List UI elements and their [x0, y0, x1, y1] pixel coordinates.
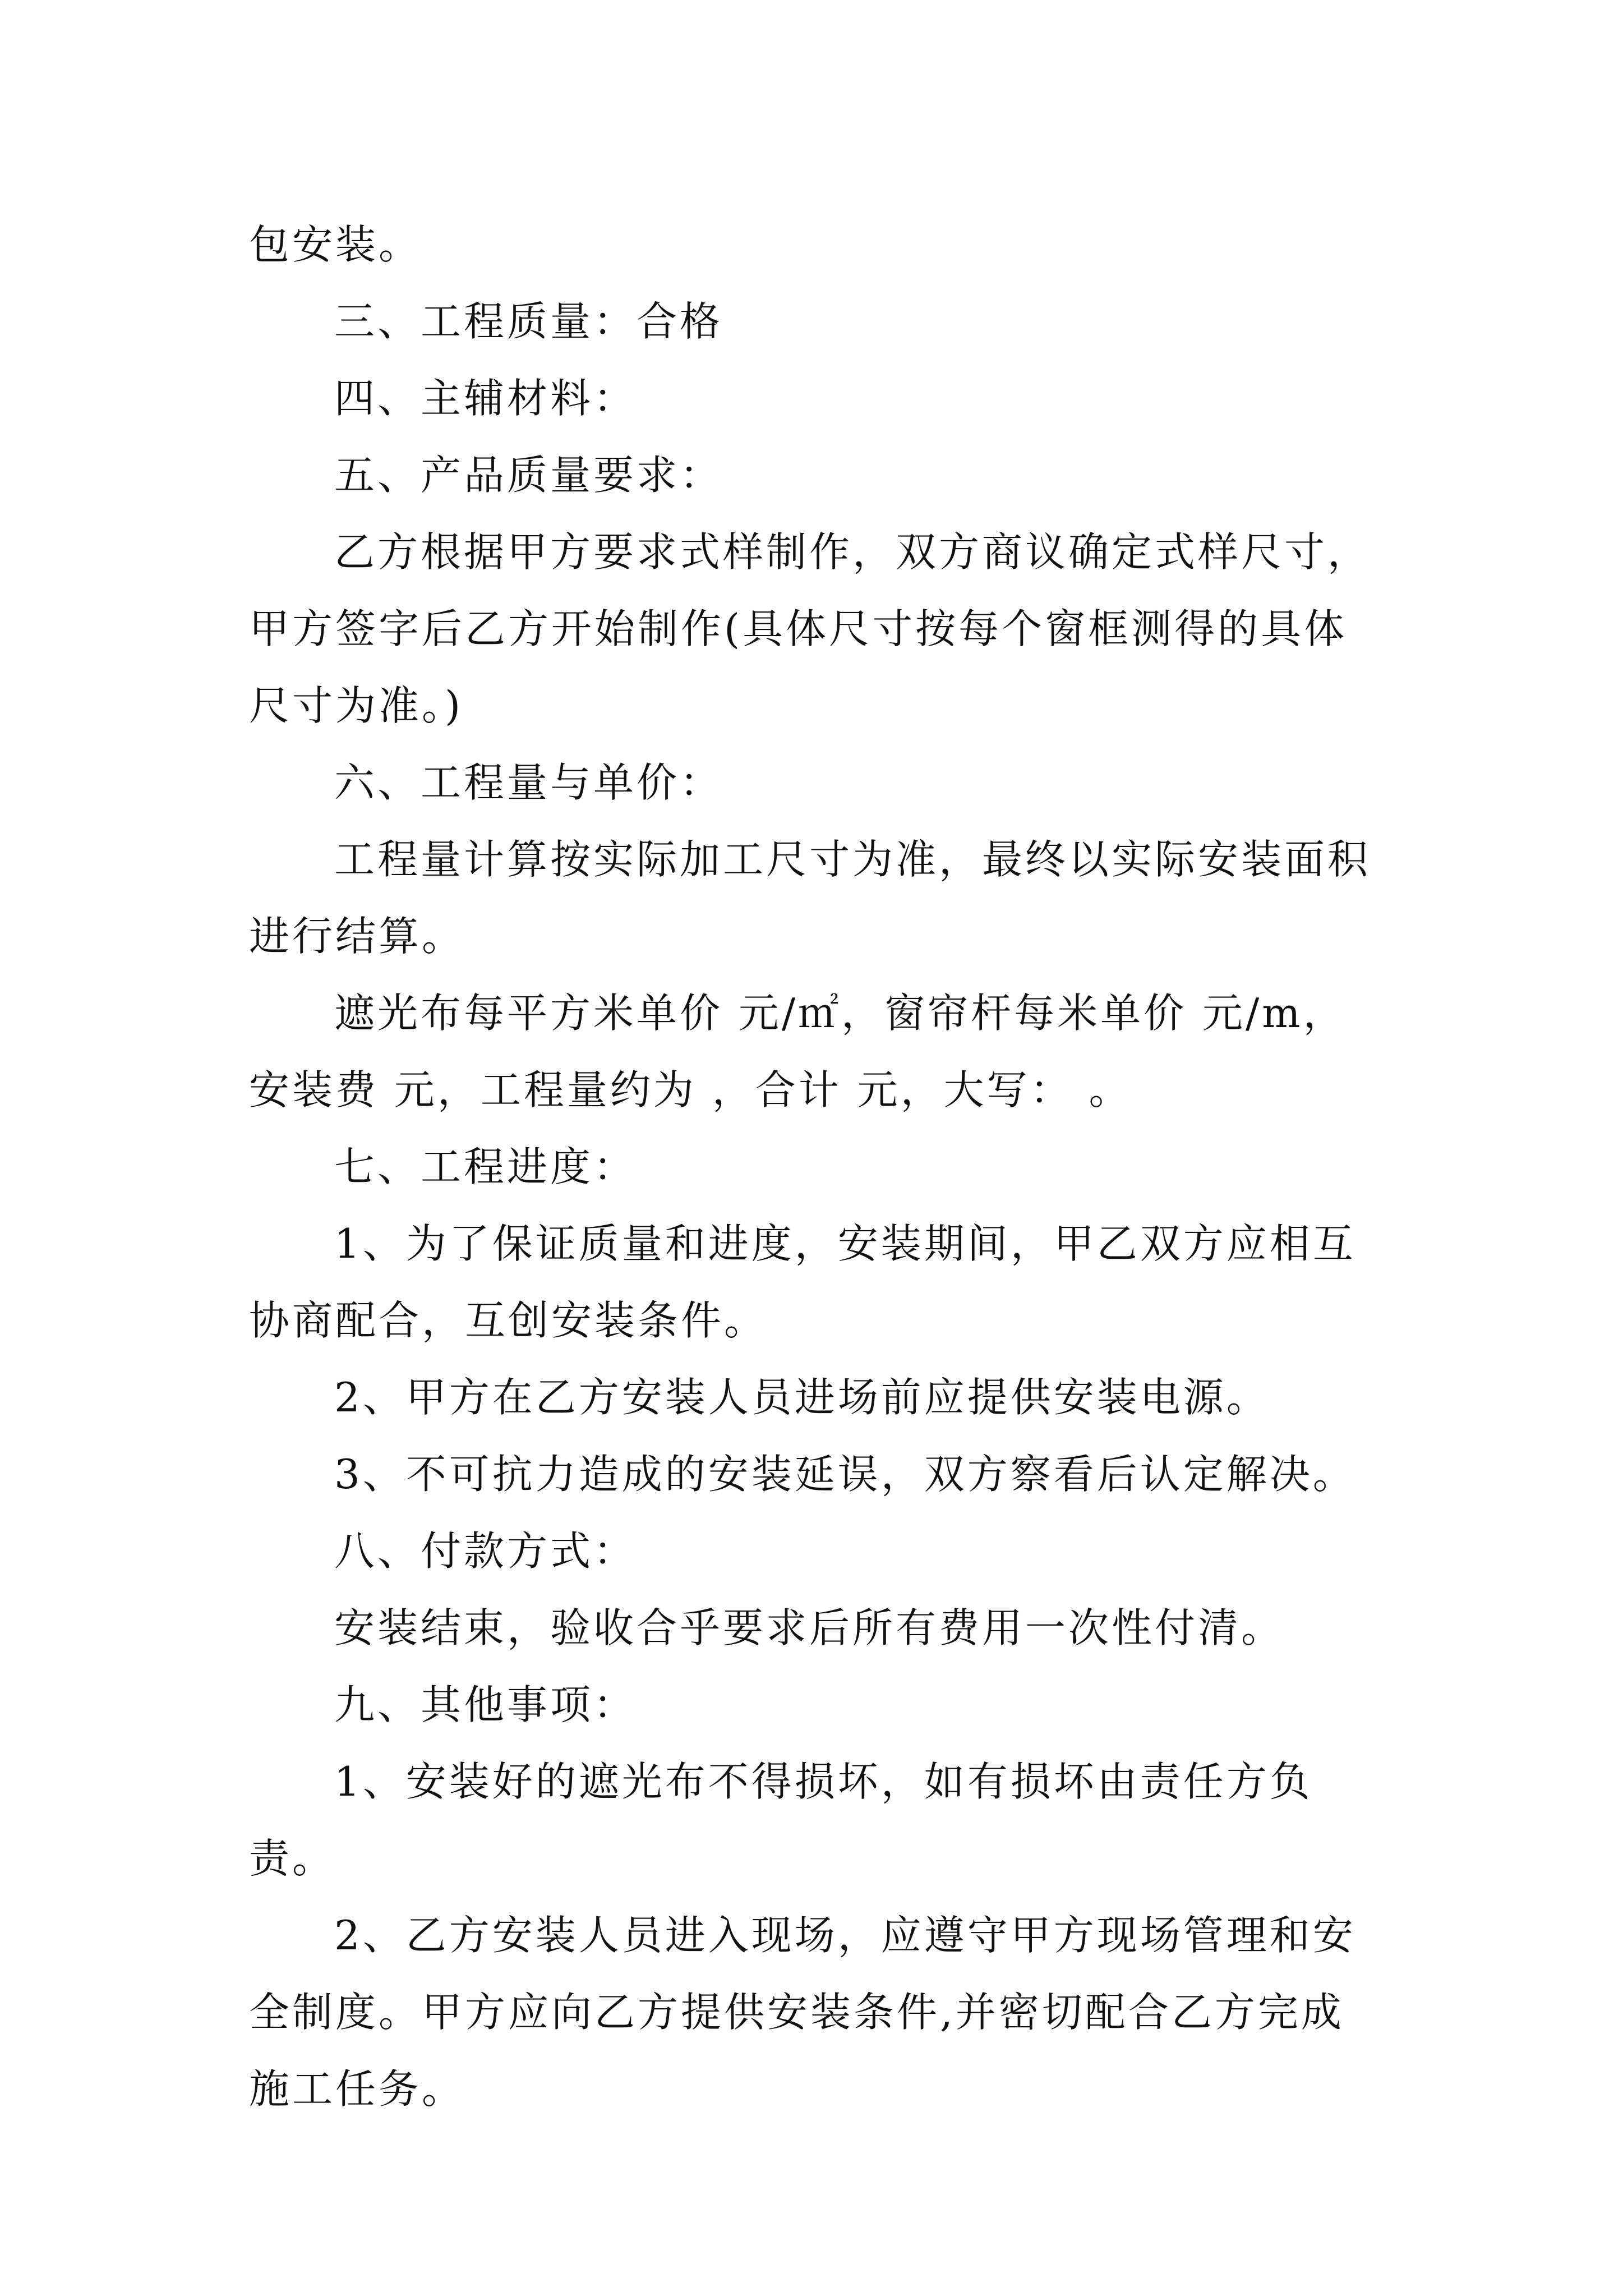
section-4-heading: 四、主辅材料： [334, 375, 637, 422]
section-7-item-2: 2、甲方在乙方安装人员进场前应提供安装电源。 [334, 1374, 1270, 1421]
section-6-paragraph-2: 遮光布每平方米单价 元/㎡，窗帘杆每米单价 元/m，安装费 元，工程量约为 ，合计 元，大写： 。 [249, 990, 1347, 1114]
document-body [249, 206, 1382, 2128]
section-6-heading: 六、工程量与单价： [334, 759, 723, 806]
section-5-heading: 五、产品质量要求： [334, 452, 723, 499]
section-3-heading: 三、工程质量：合格 [334, 298, 723, 345]
section-9-item-2: 2、乙方安装人员进入现场，应遵守甲方现场管理和安全制度。甲方应向乙方提供安装条件,并密切配合乙方完成施工任务。 [249, 1912, 1356, 2113]
paragraph-continuation: 包安装。 [249, 221, 422, 268]
section-7-item-3: 3、不可抗力造成的安装延误，双方察看后认定解决。 [334, 1451, 1356, 1498]
section-6-paragraph-1: 工程量计算按实际加工尺寸为准，最终以实际安装面积进行结算。 [249, 836, 1371, 960]
section-8-heading: 八、付款方式： [334, 1527, 637, 1575]
section-7-item-1: 1、为了保证质量和进度，安装期间，甲乙双方应相互协商配合，互创安装条件。 [249, 1220, 1356, 1344]
section-7-heading: 七、工程进度： [334, 1143, 637, 1190]
section-9-heading: 九、其他事项： [334, 1681, 637, 1728]
section-8-paragraph: 安装结束，验收合乎要求后所有费用一次性付清。 [334, 1604, 1285, 1651]
section-9-item-1: 1、安装好的遮光布不得损坏，如有损坏由责任方负责。 [249, 1758, 1313, 1882]
section-5-paragraph: 乙方根据甲方要求式样制作，双方商议确定式样尺寸，甲方签字后乙方开始制作(具体尺寸按每个窗框测得的具体尺寸为准。) [249, 528, 1371, 729]
